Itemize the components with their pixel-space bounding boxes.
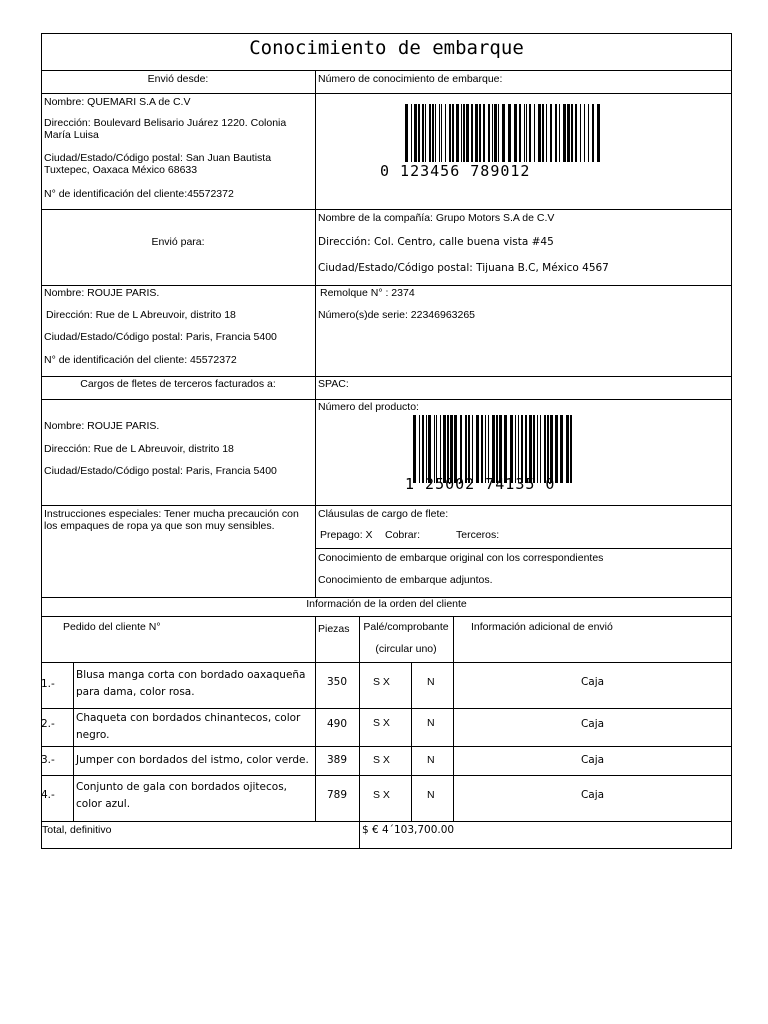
- order-row-num: 2.-: [41, 718, 55, 730]
- order-row-info: Caja: [580, 718, 605, 730]
- col-pallet-header: Palé/comprobante: [363, 621, 449, 633]
- barcode-bar: [450, 415, 453, 483]
- carrier-company: Nombre de la compañía: Grupo Motors S.A de C.V: [318, 212, 555, 224]
- barcode-bar: [445, 104, 446, 162]
- from-header: Envió desde:: [147, 73, 209, 85]
- barcode-bar: [449, 104, 451, 162]
- order-row-description: Conjunto de gala con bordados ojitecos, color azul.: [76, 781, 288, 810]
- barcode-bar: [461, 104, 462, 162]
- order-row-num: 3.-: [41, 754, 55, 766]
- barcode-bar: [525, 415, 527, 483]
- from-city: Ciudad/Estado/Código postal: San Juan Bautista Tuxtepec, Oaxaca México 68633: [44, 152, 272, 176]
- order-row-n: N: [427, 676, 435, 688]
- barcode-bar: [592, 104, 594, 162]
- trailer-number: Remolque N° : 2374: [320, 287, 415, 299]
- barcode-bar: [422, 415, 424, 483]
- product-barcode: [405, 413, 605, 491]
- barcode-bar: [534, 104, 535, 162]
- barcode-bar: [584, 104, 585, 162]
- third-party-address: Dirección: Rue de L Abreuvoir, distrito 18: [44, 443, 234, 455]
- barcode-bar: [479, 104, 481, 162]
- order-row-s: S X: [373, 676, 390, 688]
- barcode-bar: [508, 104, 511, 162]
- barcode-bar: [526, 104, 527, 162]
- from-name: Nombre: QUEMARI S.A de C.V: [44, 96, 191, 108]
- order-row-s: S X: [373, 754, 390, 766]
- barcode-bar: [537, 415, 538, 483]
- barcode-bar: [550, 104, 552, 162]
- barcode-bar: [411, 104, 412, 162]
- barcode-bar: [524, 104, 525, 162]
- barcode-bar: [426, 415, 427, 483]
- barcode-bar: [529, 104, 531, 162]
- carrier-address: Dirección: Col. Centro, calle buena vista #45: [318, 236, 554, 248]
- barcode-bar: [488, 415, 489, 483]
- total-value: $ € 4´103,700.00: [362, 824, 455, 836]
- barcode-bar: [519, 104, 521, 162]
- barcode-bar: [452, 104, 454, 162]
- barcode-bar: [566, 415, 569, 483]
- order-row-s: S X: [373, 789, 390, 801]
- barcode-bar: [515, 415, 516, 483]
- order-row-s: S X: [373, 717, 390, 729]
- barcode-bar: [571, 104, 573, 162]
- barcode-bar: [405, 104, 408, 162]
- barcode-bar: [570, 415, 572, 483]
- barcode-bar: [460, 415, 462, 483]
- barcode-bar: [559, 104, 560, 162]
- barcode-bar: [440, 415, 441, 483]
- order-row-info: Caja: [580, 676, 605, 688]
- prepaid-option: Prepago: X: [320, 529, 373, 541]
- order-row-pieces: 789: [326, 789, 348, 801]
- bol-number-header: Número de conocimiento de embarque:: [318, 73, 503, 85]
- barcode-bar: [597, 104, 600, 162]
- from-client-id: N° de identificación del cliente:45572372: [44, 188, 234, 200]
- order-row-n: N: [427, 789, 435, 801]
- from-address: Dirección: Boulevard Belisario Juárez 1220. Colonia María Luisa: [44, 117, 287, 141]
- third-party-header: Cargos de fletes de terceros facturados a:: [80, 378, 276, 390]
- order-row-n: N: [427, 717, 435, 729]
- barcode-bar: [481, 415, 483, 483]
- orders-section-header: Información de la orden del cliente: [306, 598, 467, 610]
- barcode-bar: [492, 104, 493, 162]
- barcode-bar: [496, 415, 498, 483]
- barcode-bar: [580, 104, 581, 162]
- third-party-name: Nombre: ROUJE PARIS.: [44, 420, 160, 432]
- special-instructions: Instrucciones especiales: Tener mucha precaución con los empaques de ropa ya que son muy sensibles.: [44, 508, 299, 532]
- product-number-header: Número del producto:: [318, 401, 419, 413]
- barcode-bar: [465, 415, 467, 483]
- col-pieces-header: Piezas: [318, 623, 350, 635]
- to-client-id: N° de identificación del cliente: 45572372: [44, 354, 237, 366]
- barcode-bar: [435, 104, 436, 162]
- spac-label: SPAC:: [318, 378, 349, 390]
- order-row-description: Blusa manga corta con bordado oaxaqueña para dama, color rosa.: [76, 669, 306, 698]
- order-row-pieces: 350: [326, 676, 348, 688]
- barcode-bar: [555, 415, 558, 483]
- barcode-bar: [475, 104, 478, 162]
- serial-number: Número(s)de serie: 22346963265: [318, 309, 476, 321]
- barcode-bar: [471, 104, 473, 162]
- barcode-bar: [483, 104, 485, 162]
- barcode-bar: [472, 415, 473, 483]
- barcode-bar: [441, 104, 442, 162]
- barcode-bar: [546, 104, 547, 162]
- barcode-bar: [542, 104, 544, 162]
- to-name: Nombre: ROUJE PARIS.: [44, 287, 160, 299]
- barcode-bar: [521, 415, 523, 483]
- barcode-bar: [518, 415, 519, 483]
- order-row-pieces: 490: [326, 718, 348, 730]
- barcode-bar: [422, 104, 424, 162]
- freight-terms-header: Cláusulas de cargo de flete:: [318, 508, 449, 520]
- barcode-bar: [538, 104, 541, 162]
- barcode-bar: [533, 415, 535, 483]
- barcode-bar: [485, 415, 486, 483]
- barcode-bar: [439, 104, 440, 162]
- order-row-num: 1.-: [41, 678, 55, 690]
- order-row-info: Caja: [580, 754, 605, 766]
- barcode-bar: [466, 104, 469, 162]
- third-party-option: Terceros:: [456, 529, 500, 541]
- barcode-bar: [544, 415, 546, 483]
- barcode-bar: [563, 104, 566, 162]
- to-city: Ciudad/Estado/Código postal: Paris, Francia 5400: [44, 331, 277, 343]
- barcode-bar: [418, 104, 420, 162]
- order-row-description: Chaqueta con bordados chinantecos, color negro.: [76, 712, 301, 741]
- barcode-bar: [434, 415, 435, 483]
- barcode-bar: [494, 104, 497, 162]
- barcode-bar: [454, 415, 457, 483]
- barcode-bar: [443, 415, 446, 483]
- barcode-bar: [502, 104, 505, 162]
- barcode-bar: [425, 104, 426, 162]
- barcode-bar: [414, 104, 417, 162]
- order-row-description: Jumper con bordados del istmo, color verde.: [76, 754, 309, 766]
- barcode-bar: [550, 415, 553, 483]
- col-pallet-subheader: (circular uno): [375, 643, 437, 655]
- barcode-bar: [547, 415, 549, 483]
- col-order-header: Pedido del cliente N°: [63, 621, 161, 633]
- barcode-bar: [514, 104, 517, 162]
- to-address: Dirección: Rue de L Abreuvoir, distrito 18: [46, 309, 236, 321]
- total-label: Total, definitivo: [42, 824, 112, 836]
- order-row-num: 4.-: [41, 789, 55, 801]
- barcode-bar: [463, 104, 465, 162]
- barcode-bar: [419, 415, 420, 483]
- barcode-bar: [428, 415, 431, 483]
- barcode-digits: 1 25002 74135 0: [405, 475, 556, 491]
- attached-bol-note: Conocimiento de embarque adjuntos.: [318, 574, 493, 586]
- barcode-bar: [499, 415, 502, 483]
- to-header: Envió para:: [151, 236, 205, 248]
- barcode-bar: [498, 104, 499, 162]
- barcode-digits: 0 123456 789012: [380, 162, 531, 180]
- barcode-bar: [456, 104, 459, 162]
- collect-option: Cobrar:: [385, 529, 421, 541]
- barcode-bar: [492, 415, 495, 483]
- barcode-bar: [588, 104, 589, 162]
- barcode-bar: [510, 415, 513, 483]
- barcode-bar: [555, 104, 557, 162]
- barcode-bar: [575, 104, 577, 162]
- col-info-header: Información adicional de envió: [471, 621, 613, 633]
- order-row-n: N: [427, 754, 435, 766]
- order-row-info: Caja: [580, 789, 605, 801]
- barcode-bar: [560, 415, 563, 483]
- barcode-bar: [540, 415, 541, 483]
- order-row-pieces: 389: [326, 754, 348, 766]
- barcode-bar: [504, 415, 507, 483]
- barcode-bar: [468, 415, 470, 483]
- original-bol-note: Conocimiento de embarque original con los correspondientes: [318, 552, 604, 564]
- document-title: Conocimiento de embarque: [249, 37, 524, 59]
- barcode-bar: [567, 104, 570, 162]
- barcode-bar: [529, 415, 532, 483]
- barcode-bar: [429, 104, 431, 162]
- barcode-bar: [432, 104, 434, 162]
- barcode-bar: [436, 415, 437, 483]
- barcode-bar: [488, 104, 490, 162]
- barcode-bar: [447, 415, 449, 483]
- barcode-bar: [413, 415, 416, 483]
- carrier-city: Ciudad/Estado/Código postal: Tijuana B.C, México 4567: [318, 262, 609, 274]
- third-party-city: Ciudad/Estado/Código postal: Paris, Francia 5400: [44, 465, 277, 477]
- bol-barcode: [380, 104, 610, 182]
- barcode-bar: [476, 415, 479, 483]
